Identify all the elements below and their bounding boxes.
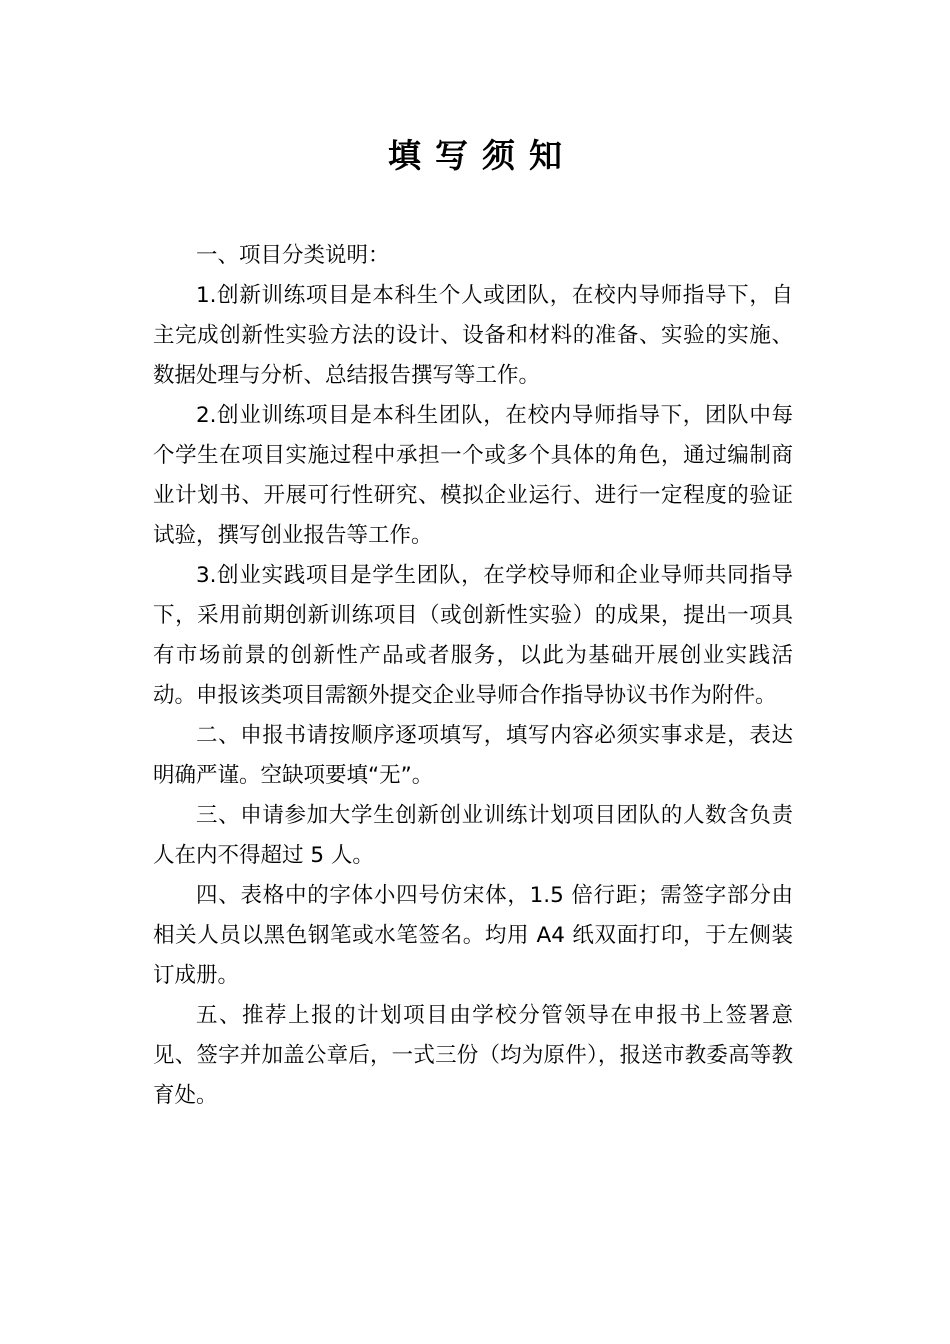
paragraph-innovation-training: 1.创新训练项目是本科生个人或团队，在校内导师指导下，自主完成创新性实验方法的设计、设备和材料的准备、实验的实施、数据处理与分析、总结报告撰写等工作。	[153, 283, 793, 388]
paragraph-fill-order: 二、申报书请按顺序逐项填写，填写内容必须实事求是，表达明确严谨。空缺项要填“无”。	[153, 723, 793, 788]
instructions-body	[153, 236, 793, 1116]
section-heading-classification: 一、项目分类说明：	[196, 243, 390, 268]
page-title: 填写须知	[388, 136, 576, 176]
paragraph-submission: 五、推荐上报的计划项目由学校分管领导在申报书上签署意见、签字并加盖公章后，一式三份（均为原件），报送市教委高等教育处。	[153, 1003, 793, 1108]
paragraph-team-size: 三、申请参加大学生创新创业训练计划项目团队的人数含负责人在内不得超过 5 人。	[153, 803, 793, 868]
paragraph-formatting: 四、表格中的字体小四号仿宋体，1.5 倍行距；需签字部分由相关人员以黑色钢笔或水笔签名。均用 A4 纸双面打印，于左侧装订成册。	[153, 883, 793, 988]
paragraph-entrepreneurship-practice: 3.创业实践项目是学生团队，在学校导师和企业导师共同指导下，采用前期创新训练项目（或创新性实验）的成果，提出一项具有市场前景的创新性产品或者服务，以此为基础开展创业实践活动。申报该类项目需额外提交企业导师合作指导协议书作为附件。	[153, 563, 793, 708]
paragraph-entrepreneurship-training: 2.创业训练项目是本科生团队，在校内导师指导下，团队中每个学生在项目实施过程中承担一个或多个具体的角色，通过编制商业计划书、开展可行性研究、模拟企业运行、进行一定程度的验证试验，撰写创业报告等工作。	[153, 403, 793, 548]
